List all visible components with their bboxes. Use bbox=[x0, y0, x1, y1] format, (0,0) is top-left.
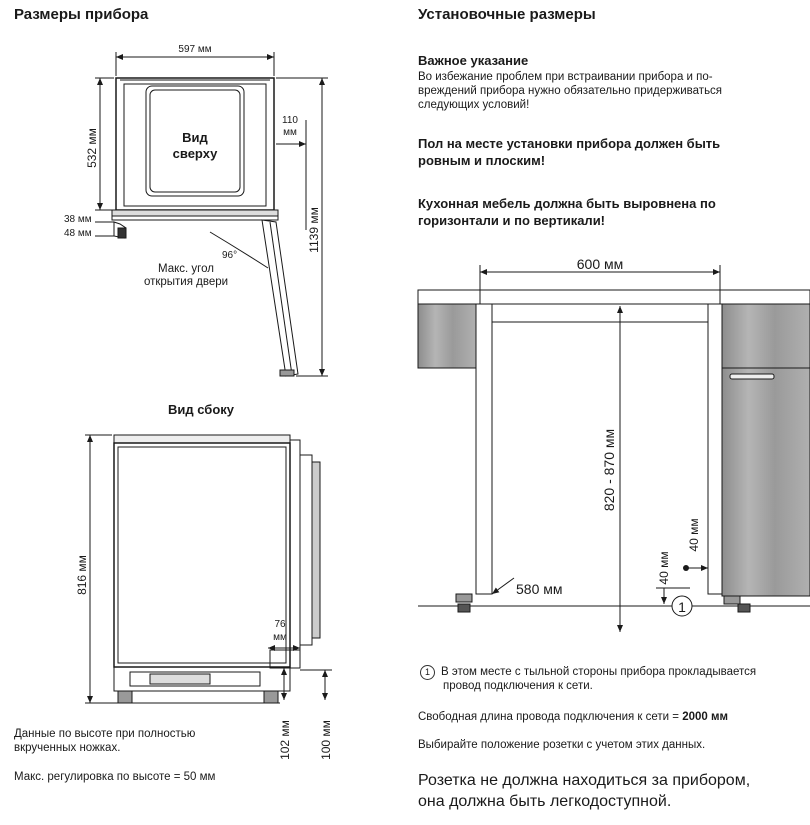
plinth-label-line1: 76 bbox=[274, 619, 286, 630]
niche-depth-label: 580 мм bbox=[516, 581, 563, 597]
important-text-line3: следующих условий! bbox=[418, 99, 530, 111]
footnote-line1: 1 В этом месте с тыльной стороны прибора прокладывается bbox=[420, 665, 756, 680]
plinth-label-line2: мм bbox=[273, 632, 287, 643]
socket-height-label: 40 мм bbox=[657, 551, 671, 585]
angle-caption-line1: Макс. угол bbox=[158, 263, 214, 275]
important-title: Важное указание bbox=[418, 53, 529, 68]
left-section-title: Размеры прибора bbox=[14, 6, 149, 23]
top-depth-label: 532 мм bbox=[85, 128, 99, 168]
important-text-line2: вреждений прибора нужно обязательно придерживаться bbox=[418, 85, 723, 97]
height-note-line2: вкрученных ножках. bbox=[14, 742, 121, 754]
right-section-title: Установочные размеры bbox=[418, 6, 596, 23]
niche-width-label: 600 мм bbox=[576, 256, 624, 272]
handle-depth-label: 48 мм bbox=[64, 228, 92, 239]
angle-caption-line2: открытия двери bbox=[143, 276, 229, 288]
height-note-line1: Данные по высоте при полностью bbox=[14, 728, 196, 740]
top-view-label-line2: сверху bbox=[172, 146, 218, 161]
socket-offset-label: 40 мм bbox=[687, 518, 701, 552]
furniture-warning-line1: Кухонная мебель должна быть выровнена по bbox=[418, 196, 716, 211]
cable-length-text: Свободная длина провода подключения к сети = 2000 мм bbox=[418, 711, 729, 723]
side-view-title: Вид сбоку bbox=[168, 402, 235, 417]
side-view-drawing bbox=[114, 435, 320, 703]
footnote-line2: провод подключения к сети. bbox=[443, 680, 593, 692]
important-text-line1: Во избежание проблем при встраивании прибора и по- bbox=[418, 71, 713, 83]
furniture-warning-line2: горизонтали и по вертикали! bbox=[418, 213, 606, 228]
floor-warning-line2: ровным и плоским! bbox=[418, 153, 546, 168]
niche-height-label: 820 - 870 мм bbox=[601, 428, 617, 512]
angle-label: 96° bbox=[222, 250, 238, 261]
feet-100-label: 100 мм bbox=[319, 720, 333, 760]
socket-warning-line2: она должна быть легкодоступной. bbox=[418, 793, 672, 810]
top-view-label-line1: Вид bbox=[182, 130, 208, 145]
door-offset-label: 38 мм bbox=[64, 214, 92, 225]
socket-warning-line1: Розетка не должна находиться за прибором, bbox=[418, 772, 751, 789]
cable-length-value: 2000 мм bbox=[682, 711, 729, 723]
top-view-drawing bbox=[112, 78, 298, 376]
height-label: 816 мм bbox=[75, 555, 89, 595]
side-gap-label-line1: 110 bbox=[282, 115, 298, 126]
footnote-marker: 1 bbox=[420, 665, 435, 680]
socket-marker: 1 bbox=[678, 599, 686, 615]
floor-warning-line1: Пол на месте установки прибора должен быть bbox=[418, 136, 721, 151]
top-width-label: 597 мм bbox=[178, 44, 212, 55]
total-depth-label: 1139 мм bbox=[307, 207, 321, 253]
height-adjust-note: Макс. регулировка по высоте = 50 мм bbox=[14, 771, 216, 783]
socket-choice-text: Выбирайте положение розетки с учетом этих данных. bbox=[418, 739, 706, 751]
side-gap-label-line2: мм bbox=[283, 127, 297, 138]
feet-102-label: 102 мм bbox=[278, 720, 292, 760]
